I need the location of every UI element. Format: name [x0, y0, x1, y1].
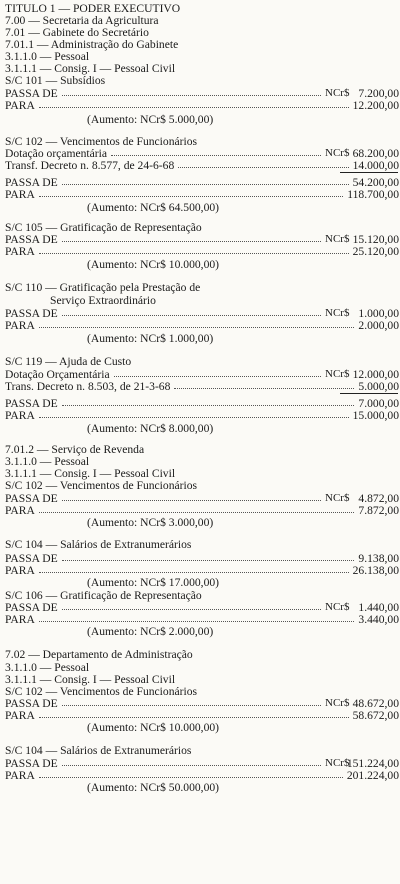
line-label: (Aumento: NCr$ 5.000,00)	[87, 113, 214, 126]
aumento-line	[5, 422, 400, 435]
line-label: S/C 105 — Gratificação de Representação	[5, 221, 202, 234]
subconsignacao-heading	[5, 744, 400, 757]
amount-value: 118.700,00	[347, 188, 399, 201]
amount-value: 58.672,00	[352, 709, 399, 722]
subconsignacao-heading	[5, 355, 400, 368]
dot-leader	[114, 376, 321, 377]
line-label: 7.01.2 — Serviço de Revenda	[5, 443, 145, 456]
dot-leader	[39, 512, 354, 513]
amount-value: 26.138,00	[352, 564, 399, 577]
amount-value: 9.138,00	[358, 552, 399, 565]
line-label: PASSA DE	[5, 492, 58, 505]
amount-value: 1.440,00	[358, 601, 399, 614]
line-label: (Aumento: NCr$ 1.000,00)	[87, 332, 214, 345]
subconsignacao-heading	[5, 281, 400, 294]
line-label: 3.1.1.0 — Pessoal	[5, 455, 90, 468]
line-label: 7.00 — Secretaria da Agricultura	[5, 14, 159, 27]
aumento-line	[5, 576, 400, 589]
line-label: S/C 102 — Vencimentos de Funcionários	[5, 685, 198, 698]
line-label: Dotação Orçamentária	[5, 368, 110, 381]
budget-line	[5, 294, 400, 307]
subtotal-rule	[340, 172, 398, 173]
aumento-line	[5, 625, 400, 638]
amount-value: 5.000,00	[358, 380, 399, 393]
line-label: TITULO 1 — PODER EXECUTIVO	[5, 2, 181, 15]
dot-leader	[39, 196, 343, 197]
dot-leader	[39, 417, 349, 418]
line-label: PARA	[5, 564, 35, 577]
line-label: PASSA DE	[5, 697, 58, 710]
line-label: PARA	[5, 188, 35, 201]
line-label: 7.01 — Gabinete do Secretário	[5, 26, 149, 39]
amount-value: 7.000,00	[358, 397, 399, 410]
line-label: S/C 101 — Subsídios	[5, 74, 106, 87]
budget-line	[5, 380, 400, 393]
dot-leader	[39, 572, 349, 573]
aumento-line	[5, 258, 400, 271]
amount-value: 201.224,00	[346, 769, 399, 782]
line-label: (Aumento: NCr$ 3.000,00)	[87, 516, 214, 529]
line-label: PARA	[5, 709, 35, 722]
currency-label: NCr$	[325, 697, 350, 709]
line-label: PASSA DE	[5, 601, 58, 614]
aumento-line	[5, 781, 400, 794]
amount-value: 54.200,00	[352, 176, 399, 189]
subconsignacao-heading	[5, 479, 400, 492]
line-label: S/C 104 — Salários de Extranumerários	[5, 744, 192, 757]
amount-value: 15.000,00	[352, 409, 399, 422]
amount-value: 151.224,00	[346, 757, 399, 770]
line-label: Trans. Decreto n. 8.503, de 21-3-68	[5, 380, 171, 393]
currency-label: NCr$	[325, 87, 350, 99]
dot-leader	[174, 388, 354, 389]
line-label: S/C 110 — Gratificação pela Prestação de	[5, 281, 201, 294]
line-label: PARA	[5, 613, 35, 626]
dot-leader	[39, 107, 349, 108]
line-label: PARA	[5, 769, 35, 782]
subconsignacao-heading	[5, 538, 400, 551]
line-label: 7.01.1 — Administração do Gabinete	[5, 38, 179, 51]
currency-label: NCr$	[325, 757, 350, 769]
dot-leader	[39, 253, 349, 254]
line-label: PASSA DE	[5, 307, 58, 320]
currency-label: NCr$	[325, 233, 350, 245]
dot-leader	[178, 167, 349, 168]
line-label: Dotação orçamentária	[5, 147, 108, 160]
line-label: PASSA DE	[5, 87, 58, 100]
amount-value: 4.872,00	[358, 492, 399, 505]
currency-label: NCr$	[325, 492, 350, 504]
line-label: S/C 102 — Vencimentos de Funcionários	[5, 479, 198, 492]
amount-value: 7.872,00	[358, 504, 399, 517]
dot-leader	[39, 327, 354, 328]
amount-value: 68.200,00	[352, 147, 399, 160]
currency-label: NCr$	[325, 368, 350, 380]
amount-value: 48.672,00	[352, 697, 399, 710]
subconsignacao-heading	[5, 74, 400, 87]
line-label: Serviço Extraordinário	[50, 294, 156, 307]
para-line	[5, 245, 400, 258]
amount-value: 2.000,00	[358, 319, 399, 332]
line-label: PASSA DE	[5, 233, 58, 246]
para-line	[5, 99, 400, 112]
dot-leader	[111, 155, 321, 156]
line-label: 7.02 — Departamento de Administração	[5, 648, 193, 661]
line-label: 3.1.1.0 — Pessoal	[5, 661, 90, 674]
aumento-line	[5, 113, 400, 126]
dot-leader	[39, 621, 354, 622]
amount-value: 7.200,00	[358, 87, 399, 100]
dot-leader	[62, 95, 321, 96]
dot-leader	[62, 315, 321, 316]
subtotal-rule	[340, 393, 398, 394]
amount-value: 1.000,00	[358, 307, 399, 320]
line-label: S/C 104 — Salários de Extranumerários	[5, 538, 192, 551]
line-label: PARA	[5, 245, 35, 258]
para-line	[5, 188, 400, 201]
dot-leader	[62, 500, 321, 501]
dot-leader	[39, 777, 343, 778]
line-label: (Aumento: NCr$ 17.000,00)	[87, 576, 220, 589]
line-label: S/C 106 — Gratificação de Representação	[5, 589, 202, 602]
line-label: 3.1.1.0 — Pessoal	[5, 50, 90, 63]
line-label: 3.1.1.1 — Consig. I — Pessoal Civil	[5, 673, 176, 686]
line-label: PARA	[5, 409, 35, 422]
line-label: (Aumento: NCr$ 50.000,00)	[87, 781, 220, 794]
aumento-line	[5, 332, 400, 345]
line-label: PASSA DE	[5, 397, 58, 410]
line-label: (Aumento: NCr$ 10.000,00)	[87, 258, 220, 271]
currency-label: NCr$	[325, 601, 350, 613]
dot-leader	[62, 241, 321, 242]
line-label: Transf. Decreto n. 8.577, de 24-6-68	[5, 159, 175, 172]
aumento-line	[5, 201, 400, 214]
line-label: S/C 119 — Ajuda de Custo	[5, 355, 132, 368]
dot-leader	[39, 717, 349, 718]
line-label: PASSA DE	[5, 176, 58, 189]
line-label: PARA	[5, 99, 35, 112]
para-line	[5, 319, 400, 332]
code-heading	[5, 648, 400, 661]
dot-leader	[62, 405, 354, 406]
line-label: 3.1.1.1 — Consig. I — Pessoal Civil	[5, 62, 176, 75]
dot-leader	[62, 765, 321, 766]
amount-value: 3.440,00	[358, 613, 399, 626]
line-label: (Aumento: NCr$ 10.000,00)	[87, 721, 220, 734]
amount-value: 12.000,00	[352, 368, 399, 381]
line-label: (Aumento: NCr$ 2.000,00)	[87, 625, 214, 638]
budget-line	[5, 159, 400, 172]
dot-leader	[62, 609, 321, 610]
amount-value: 15.120,00	[352, 233, 399, 246]
line-label: (Aumento: NCr$ 8.000,00)	[87, 422, 214, 435]
dot-leader	[62, 560, 354, 561]
line-label: S/C 102 — Vencimentos de Funcionários	[5, 135, 198, 148]
line-label: PARA	[5, 319, 35, 332]
para-line	[5, 409, 400, 422]
currency-label: NCr$	[325, 307, 350, 319]
line-label: (Aumento: NCr$ 64.500,00)	[87, 201, 220, 214]
line-label: PASSA DE	[5, 552, 58, 565]
currency-label: NCr$	[325, 147, 350, 159]
aumento-line	[5, 516, 400, 529]
aumento-line	[5, 721, 400, 734]
line-label: PASSA DE	[5, 757, 58, 770]
amount-value: 12.200,00	[352, 99, 399, 112]
dot-leader	[62, 705, 321, 706]
amount-value: 14.000,00	[352, 159, 399, 172]
dot-leader	[62, 184, 349, 185]
line-label: 3.1.1.1 — Consig. I — Pessoal Civil	[5, 467, 176, 480]
amount-value: 25.120,00	[352, 245, 399, 258]
line-label: PARA	[5, 504, 35, 517]
